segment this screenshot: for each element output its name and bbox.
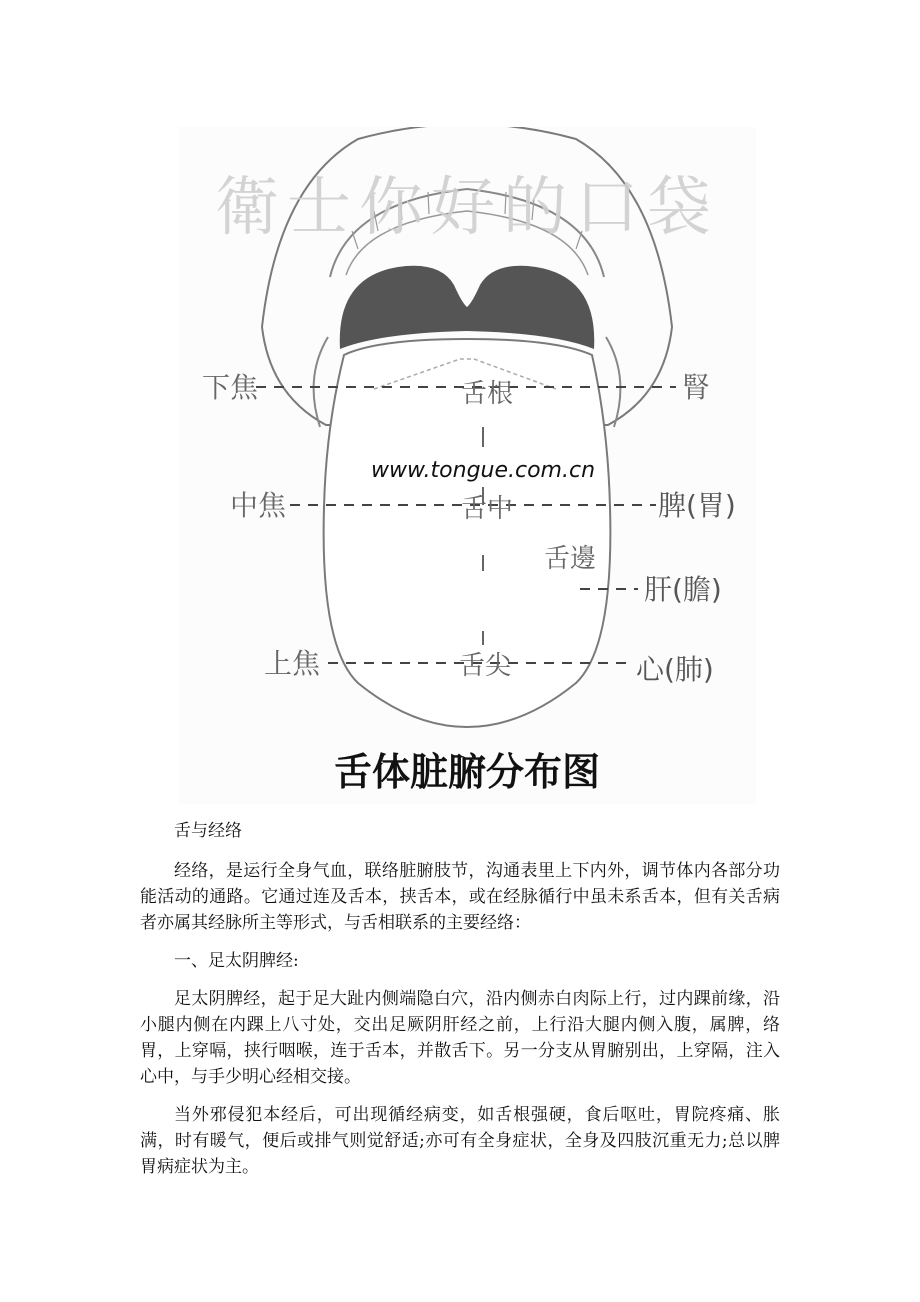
site-url: www.tongue.com.cn: [370, 458, 596, 483]
region-root-label: 舌根: [460, 379, 514, 409]
mouth-corner-right: [606, 337, 620, 427]
tongue-diagram: [178, 127, 756, 804]
article-body: [140, 818, 780, 1192]
spleen-stomach-label: 脾(胃): [658, 489, 736, 522]
liver-gallbladder-label: 肝(膽): [644, 573, 722, 606]
intro-paragraph: 经络，是运行全身气血，联络脏腑肢节，沟通表里上下内外，调节体内各部分功能活动的通路。它通过连及舌本，挟舌本，或在经脉循行中虽未系舌本，但有关舌病者亦属其经脉所主等形式，与舌相联系的主要经络：: [140, 861, 780, 933]
watermark-text: 衛士你好的口袋: [215, 171, 719, 245]
lower-jiao-label: 下焦: [202, 371, 259, 404]
region-middle-label: 舌中: [460, 494, 514, 524]
spleen-meridian-paragraph: 足太阴脾经，起于足大趾内侧端隐白穴，沿内侧赤白肉际上行，过内踝前缘，沿小腿内侧在内踝上八寸处，交出足厥阴肝经之前，上行沿大腿内侧入腹，属脾，络胃，上穿嗝，挟行咽喉，连于舌本，并散舌下。另一分支从胃腑别出，上穿隔，注入心中，与手少明心经相交接。: [140, 989, 780, 1087]
mouth-corner-left: [314, 337, 328, 427]
heart-lung-label: 心(肺): [636, 653, 714, 686]
upper-jiao-label: 上焦: [264, 647, 321, 680]
region-tip-label: 舌尖: [458, 651, 512, 681]
section-title: 舌与经络: [174, 821, 242, 841]
figure-caption: 舌体脏腑分布图: [333, 750, 601, 794]
subsection-title: 一、足太阴脾经:: [174, 951, 299, 971]
middle-jiao-label: 中焦: [230, 489, 287, 522]
symptom-paragraph: 当外邪侵犯本经后，可出现循经病变，如舌根强硬，食后呕吐，胃院疼痛、胀满，时有暖气，便后或排气则觉舒适;亦可有全身症状，全身及四肢沉重无力;总以脾胃病症状为主。: [140, 1105, 780, 1177]
region-edge-label: 舌邊: [543, 544, 597, 574]
palate-shadow: [340, 266, 594, 349]
kidney-label: 腎: [682, 371, 711, 404]
tongue-diagram-svg: [178, 127, 756, 804]
